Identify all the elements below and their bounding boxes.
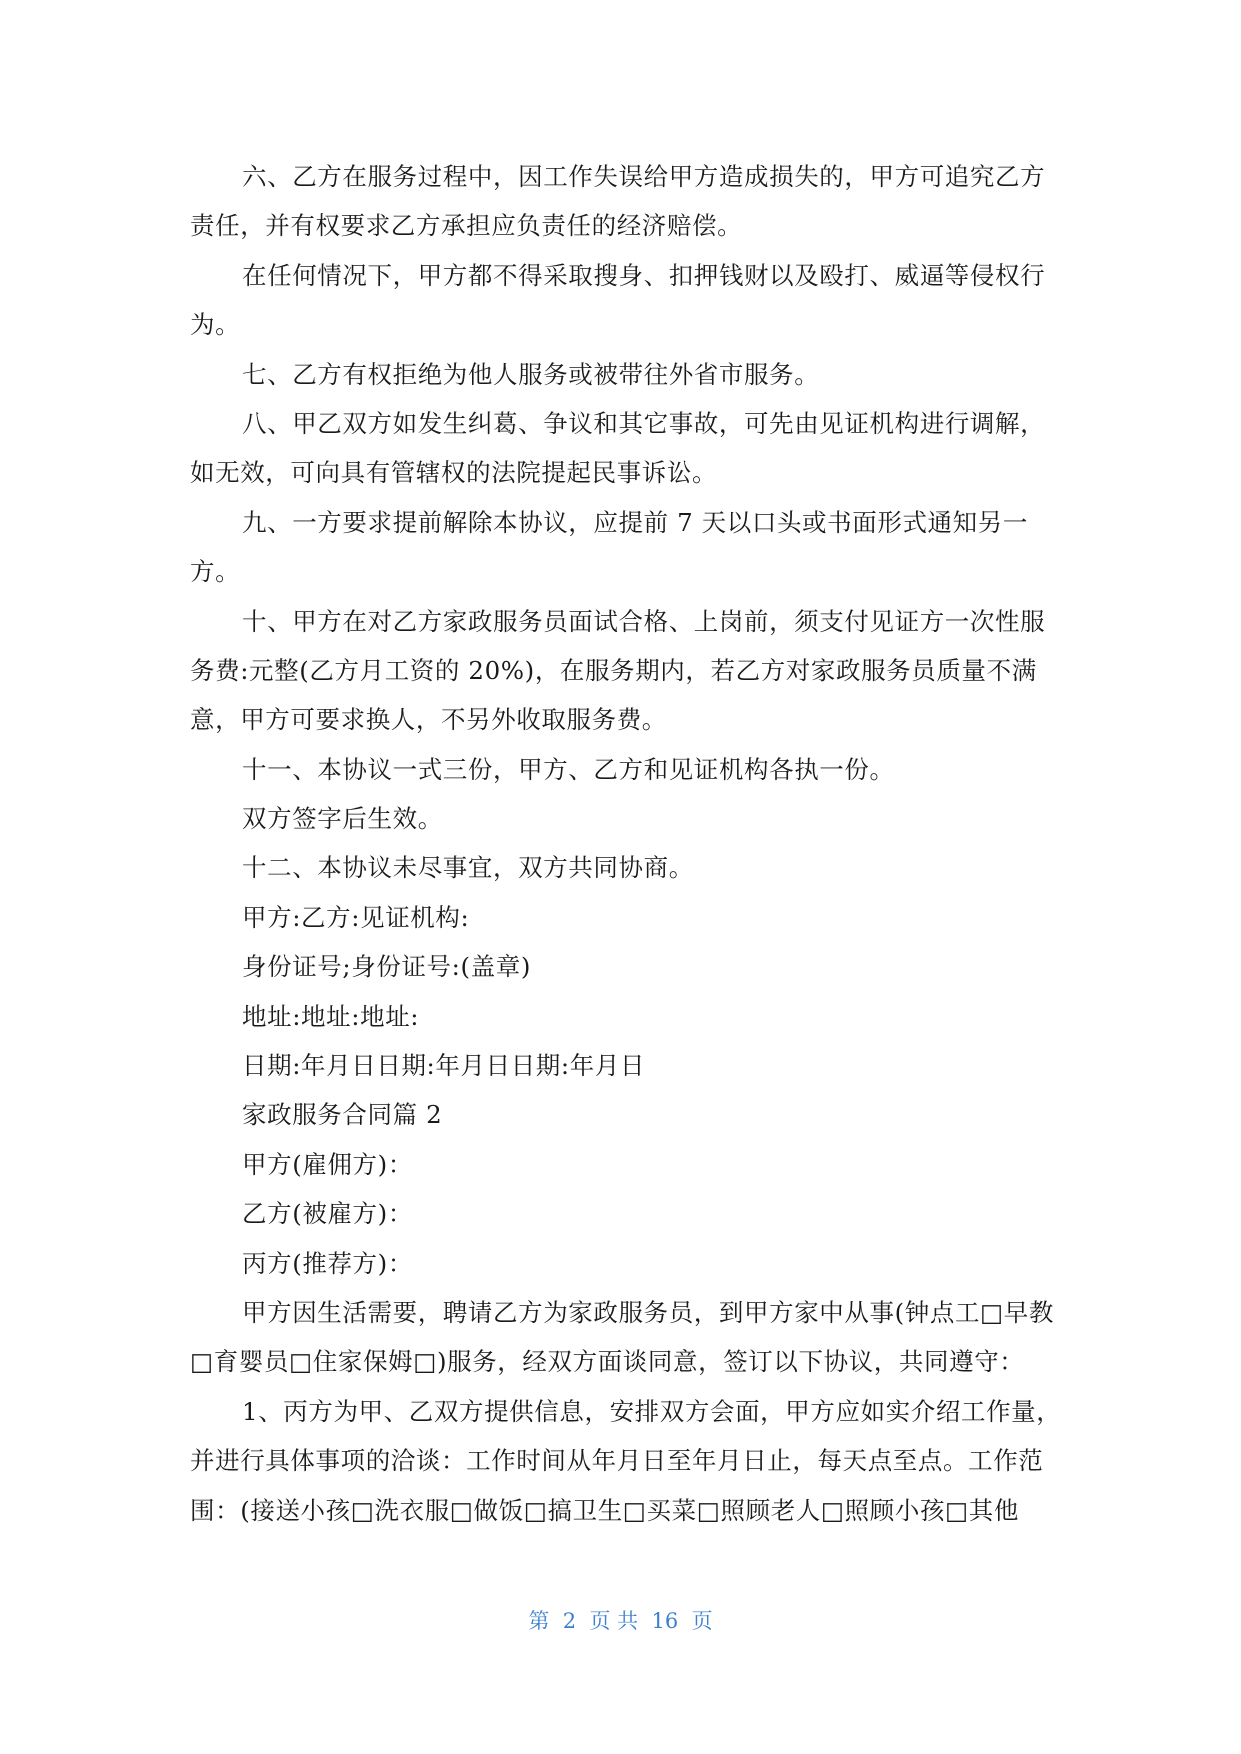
text-line: 在任何情况下，甲方都不得采取搜身、扣押钱财以及殴打、威逼等侵权行 — [242, 260, 1046, 290]
text-line: □育婴员□住家保姆□)服务，经双方面谈同意，签订以下协议，共同遵守： — [190, 1347, 1025, 1377]
text-line: 十一、本协议一式三份，甲方、乙方和见证机构各执一份。 — [242, 754, 895, 784]
page-number-footer: 第 2 页 共 16 页 — [528, 1609, 713, 1633]
text-line: 甲方(雇佣方)： — [242, 1149, 413, 1179]
text-line: 日期:年月日日期:年月日日期:年月日 — [242, 1051, 646, 1081]
text-line: 意，甲方可要求换人，不另外收取服务费。 — [190, 705, 667, 735]
text-line: 并进行具体事项的洽谈：工作时间从年月日至年月日止，每天点至点。工作范 — [190, 1446, 1044, 1476]
text-line: 十二、本协议未尽事宜，双方共同协商。 — [242, 853, 694, 883]
text-line: 乙方(被雇方)： — [242, 1199, 413, 1229]
text-line: 如无效，可向具有管辖权的法院提起民事诉讼。 — [190, 458, 718, 488]
text-line: 责任，并有权要求乙方承担应负责任的经济赔偿。 — [190, 211, 743, 241]
text-line: 甲方因生活需要，聘请乙方为家政服务员，到甲方家中从事(钟点工□早教 — [242, 1297, 1055, 1327]
text-line: 甲方:乙方:见证机构: — [242, 902, 470, 932]
text-line: 方。 — [190, 557, 241, 587]
text-line: 务费:元整(乙方月工资的 20%)，在服务期内，若乙方对家政服务员质量不满 — [190, 655, 1037, 685]
text-line: 八、甲乙双方如发生纠葛、争议和其它事故，可先由见证机构进行调解， — [242, 408, 1046, 438]
document-body — [190, 152, 1060, 1535]
text-line: 身份证号;身份证号:(盖章) — [242, 952, 532, 982]
text-line: 家政服务合同篇 2 — [242, 1100, 443, 1130]
text-line: 十、甲方在对乙方家政服务员面试合格、上岗前，须支付见证方一次性服 — [242, 606, 1046, 636]
text-line: 地址:地址:地址: — [242, 1001, 420, 1031]
text-line: 双方签字后生效。 — [242, 804, 443, 834]
text-line: 为。 — [190, 310, 241, 340]
text-line: 七、乙方有权拒绝为他人服务或被带往外省市服务。 — [242, 359, 820, 389]
text-line: 1、丙方为甲、乙双方提供信息，安排双方会面，甲方应如实介绍工作量， — [242, 1396, 1062, 1426]
text-line: 围：(接送小孩□洗衣服□做饭□搞卫生□买菜□照顾老人□照顾小孩□其他 — [190, 1495, 1019, 1525]
text-line: 九、一方要求提前解除本协议，应提前 7 天以口头或书面形式通知另一 — [242, 507, 1028, 537]
text-line: 六、乙方在服务过程中，因工作失误给甲方造成损失的，甲方可追究乙方 — [242, 162, 1046, 191]
text-line: 丙方(推荐方)： — [242, 1248, 413, 1278]
